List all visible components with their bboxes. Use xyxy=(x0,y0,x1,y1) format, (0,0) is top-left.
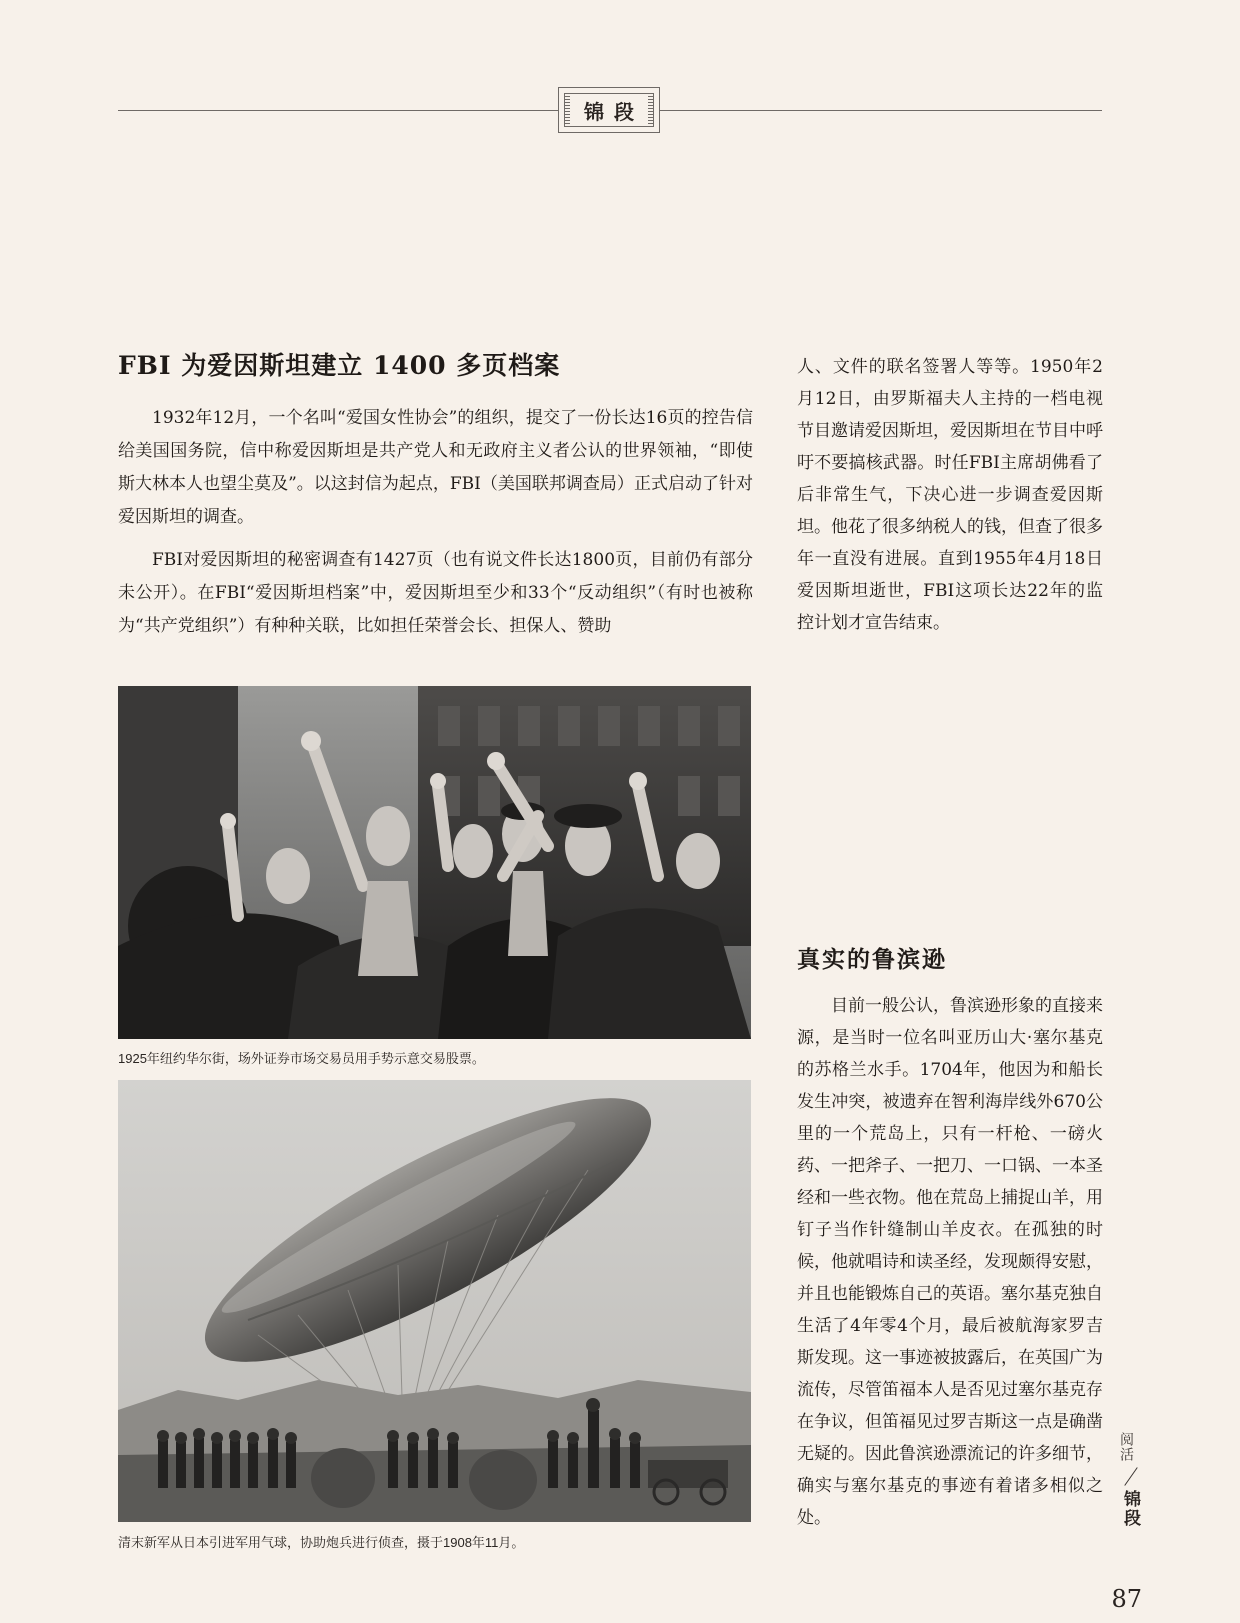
section-title: 锦段 xyxy=(564,93,654,127)
paragraph: 人、文件的联名签署人等等。1950年2月12日，由罗斯福夫人主持的一档电视节目邀请爱因斯坦，爱因斯坦在节目中呼吁不要搞核武器。时任FBI主席胡佛看了后非常生气，下决心进一步调查爱因斯坦。他花了很多纳税人的钱，但查了很多年一直没有进展。直到1955年4月18日爱因斯坦逝世，FBI这项长达22年的监控计划才宣告结束。 xyxy=(797,357,1103,633)
photo-caption: 1925年纽约华尔街，场外证券市场交易员用手势示意交易股票。 xyxy=(118,1051,485,1066)
paragraph: 1932年12月，一个名叫“爱国女性协会”的组织，提交了一份长达16页的控告信给美国国务院，信中称爱因斯坦是共产党人和无政府主义者公认的世界领袖，“即使斯大林本人也望尘莫及”。以这封信为起点，FBI（美国联邦调查局）正式启动了针对爱因斯坦的调查。 xyxy=(118,408,753,527)
magazine-section-mark xyxy=(1112,1432,1152,1552)
article-body-continuation xyxy=(797,351,1103,639)
wall-street-photo xyxy=(118,686,751,1039)
mark-slash xyxy=(1124,1467,1137,1486)
paragraph: FBI对爱因斯坦的秘密调查有1427页（也有说文件长达1800页，目前仍有部分未公开）。在FBI“爱因斯坦档案”中，爱因斯坦至少和33个“反动组织”（有时也被称为“共产党组织”）有种种关联，比如担任荣誉会长、担保人、赞助 xyxy=(118,550,753,636)
article-body xyxy=(118,402,753,653)
magazine-mark-top: 阅活 xyxy=(1118,1432,1134,1462)
magazine-mark-bottom: 锦段 xyxy=(1120,1490,1140,1528)
article-title: FBI 为爱因斯坦建立 1400 多页档案 xyxy=(118,351,561,380)
photo-caption: 清末新军从日本引进军用气球，协助炮兵进行侦查，摄于1908年11月。 xyxy=(118,1535,525,1550)
paragraph: 目前一般公认，鲁滨逊形象的直接来源，是当时一位名叫亚历山大·塞尔基克的苏格兰水手。1704年，他因为和船长发生冲突，被遗弃在智利海岸线外670公里的一个荒岛上，只有一杆枪、一磅火药、一把斧子、一把刀、一口锅、一本圣经和一些衣物。他在荒岛上捕捉山羊，用钉子当作针缝制山羊皮衣。在孤独的时候，他就唱诗和读圣经，发现颇得安慰，并且也能锻炼自己的英语。塞尔基克独自生活了4年零4个月，最后被航海家罗吉斯发现。这一事迹被披露后，在英国广为流传，尽管笛福本人是否见过塞尔基克存在争议，但笛福见过罗吉斯这一点是确凿无疑的。因此鲁滨逊漂流记的许多细节，确实与塞尔基克的事迹有着诸多相似之处。 xyxy=(797,996,1103,1528)
article-body xyxy=(797,990,1103,1534)
section-header-box xyxy=(558,87,660,133)
page-number: 87 xyxy=(1111,1585,1142,1613)
article-title: 真实的鲁滨逊 xyxy=(797,946,947,973)
balloon-photo xyxy=(118,1080,751,1522)
